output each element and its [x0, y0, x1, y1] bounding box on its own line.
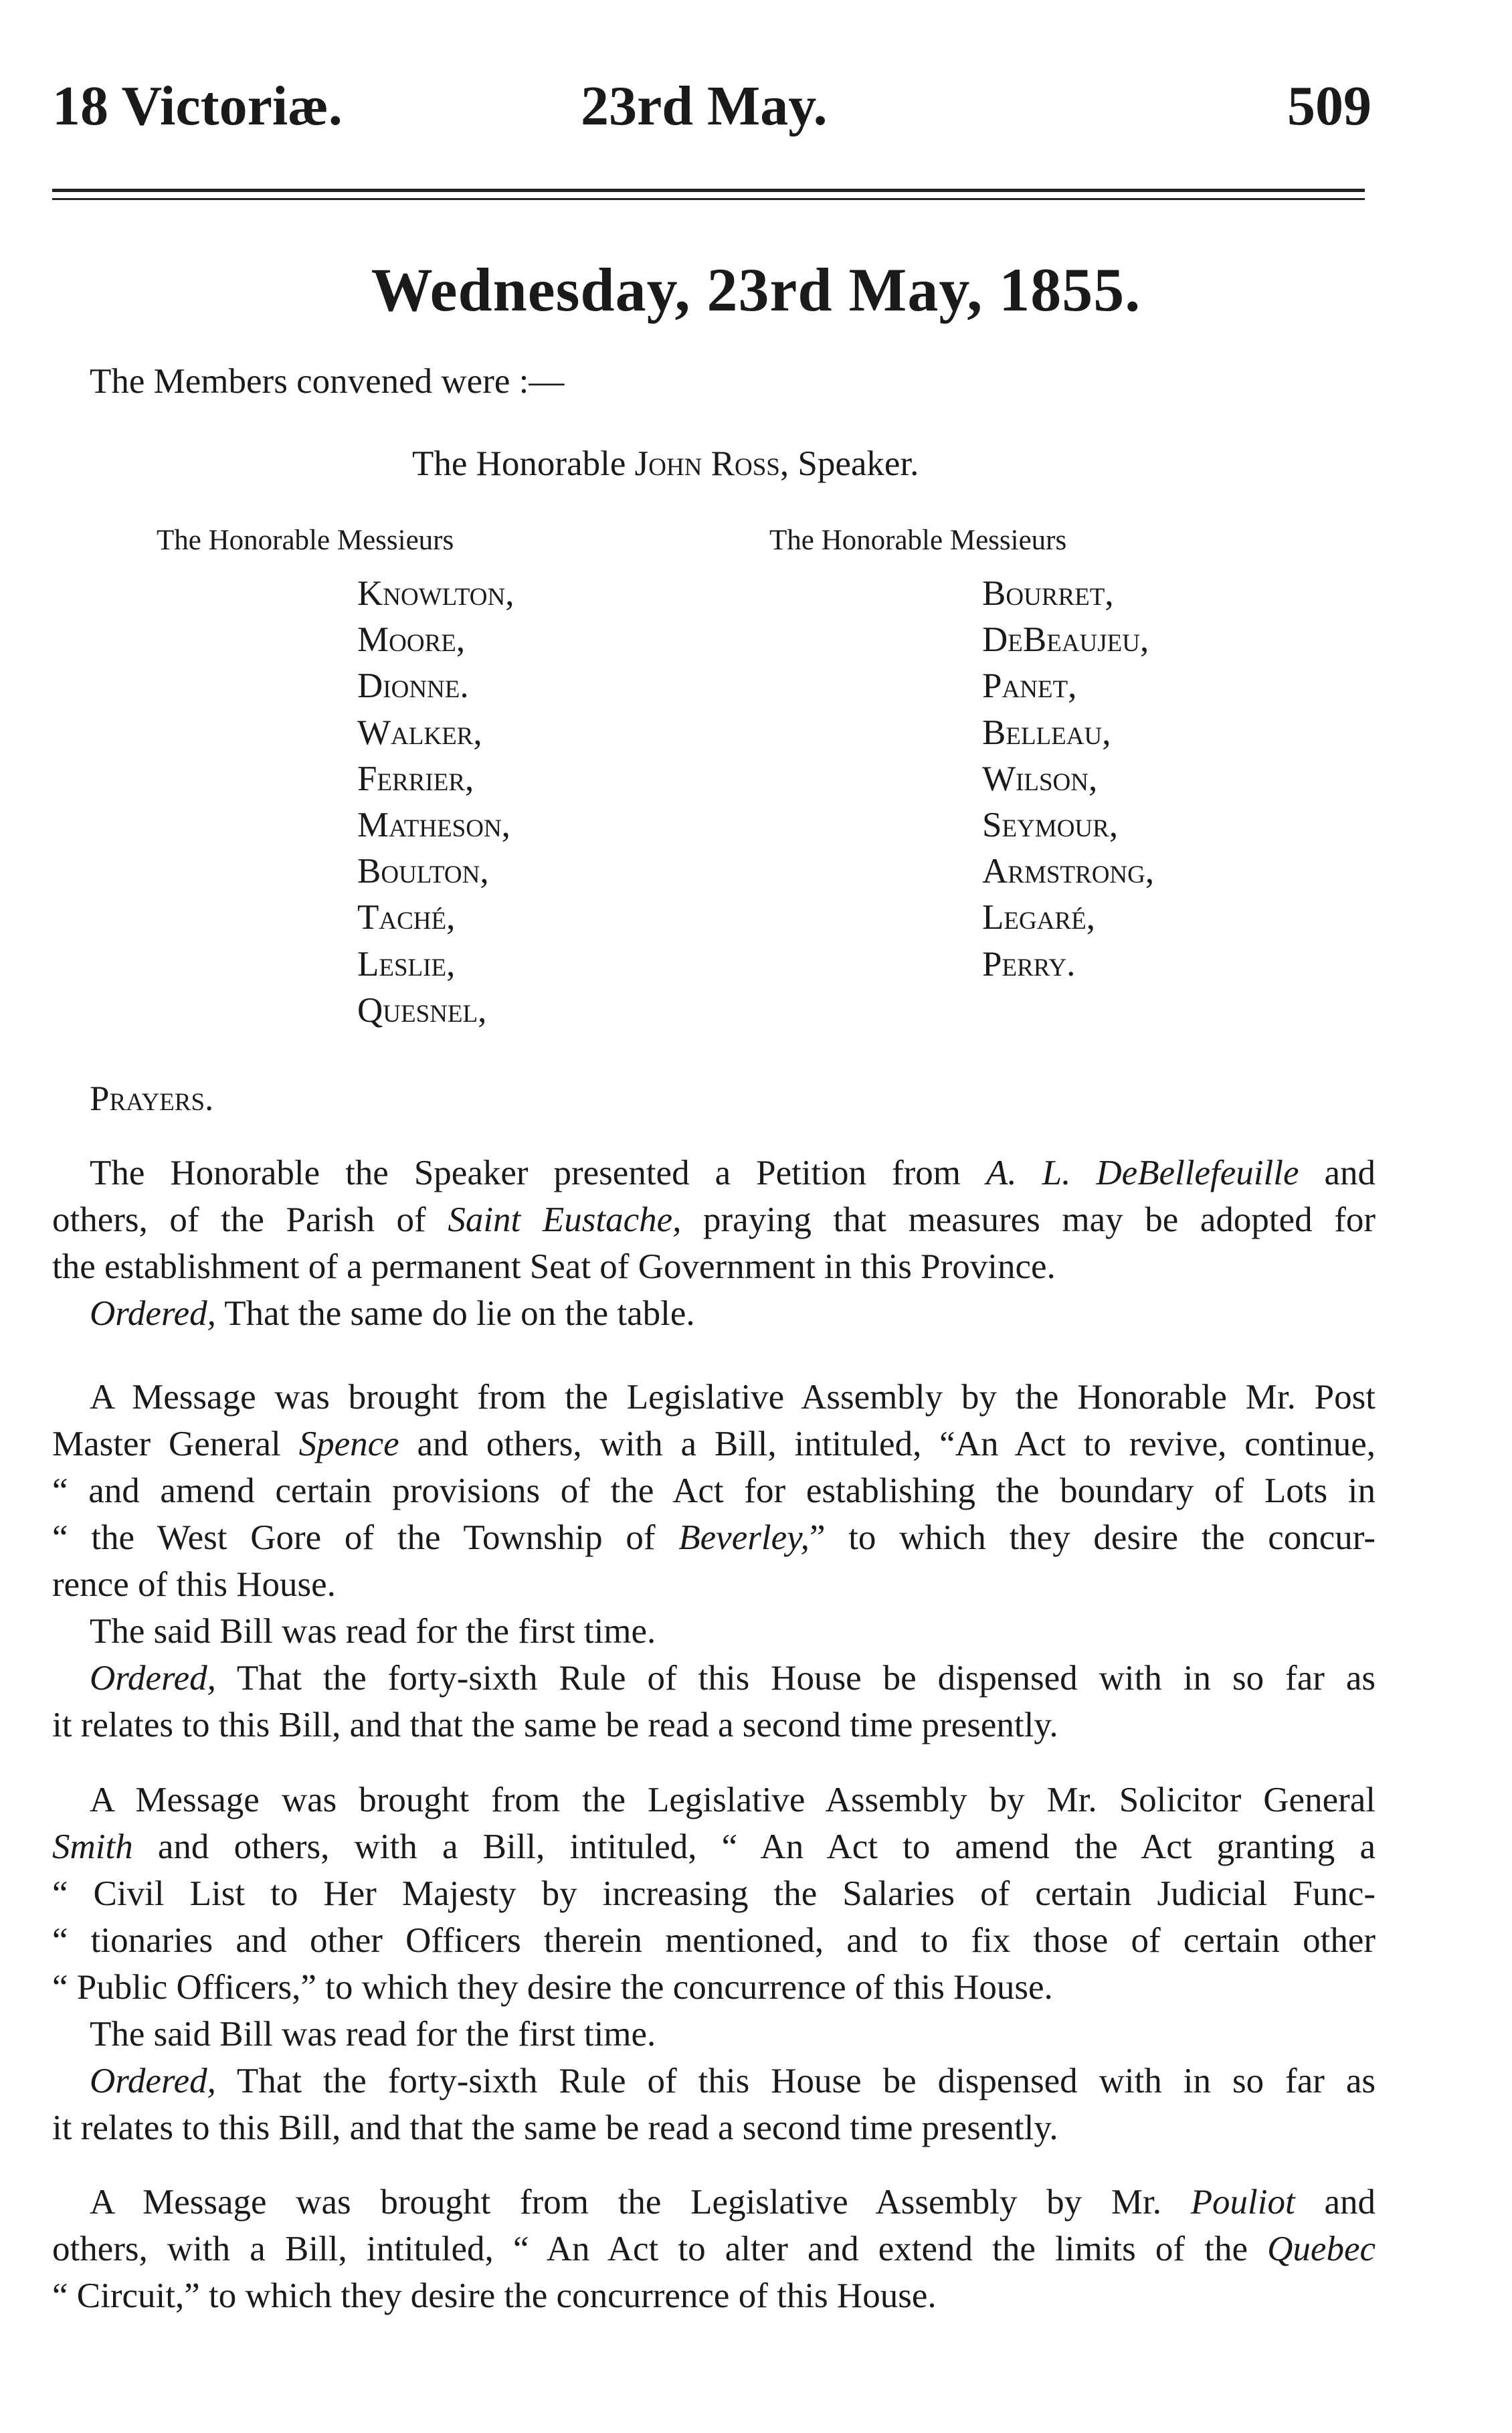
- paragraph-line: Smith and others, with a Bill, intituled, “ An Act to amend the Act granting a: [52, 1827, 1376, 1866]
- member-name: Armstrong,: [982, 852, 1155, 891]
- member-name: Quesnel,: [357, 990, 487, 1030]
- paragraph-line: “ the West Gore of the Township of Beverley,” to which they desire the concur-: [52, 1518, 1376, 1557]
- paragraph-line: it relates to this Bill, and that the same be read a second time presently.: [52, 2108, 1058, 2147]
- paragraph-line: A Message was brought from the Legislative Assembly by Mr. Solicitor General: [90, 1781, 1376, 1819]
- paragraph-line: Ordered, That the same do lie on the table.: [90, 1294, 695, 1333]
- member-name: DeBeaujeu,: [982, 620, 1149, 660]
- paragraph-line: rence of this House.: [52, 1565, 336, 1604]
- paragraph-line: A Message was brought from the Legislative Assembly by the Honorable Mr. Post: [90, 1378, 1376, 1417]
- header-rule-thin: [52, 198, 1365, 200]
- speaker-first-name: John: [634, 444, 702, 483]
- member-name: Leslie,: [357, 944, 456, 984]
- right-column-heading: The Honorable Messieurs: [769, 525, 1067, 556]
- paragraph-line: others, of the Parish of Saint Eustache, praying that measures may be adopted for: [52, 1200, 1376, 1239]
- paragraph-line: “ Civil List to Her Majesty by increasing the Salaries of certain Judicial Func-: [52, 1874, 1376, 1913]
- speaker-title: Speaker.: [797, 444, 919, 483]
- member-name: Legaré,: [982, 898, 1095, 937]
- paragraph-line: A Message was brought from the Legislative Assembly by Mr. Pouliot and: [90, 2183, 1376, 2222]
- member-name: Belleau,: [982, 713, 1111, 752]
- paragraph-line: it relates to this Bill, and that the same be read a second time presently.: [52, 1706, 1058, 1744]
- member-name: Perry.: [982, 944, 1076, 984]
- member-name: Seymour,: [982, 806, 1119, 845]
- left-column-heading: The Honorable Messieurs: [157, 525, 454, 556]
- member-name: Moore,: [357, 620, 466, 660]
- member-name: Bourret,: [982, 574, 1114, 613]
- page-number: 509: [1287, 75, 1372, 137]
- prayers-heading: Prayers.: [90, 1079, 214, 1118]
- message-paragraph-pouliot: [52, 2179, 1376, 2319]
- members-right-list: [982, 571, 1154, 988]
- message-paragraph-spence: [52, 1374, 1376, 1748]
- member-name: Ferrier,: [357, 759, 474, 798]
- paragraph-line: The said Bill was read for the first time.: [90, 2015, 656, 2054]
- paragraph-line: “ and amend certain provisions of the Act for establishing the boundary of Lots in: [52, 1471, 1376, 1510]
- paragraph-line: “ Circuit,” to which they desire the concurrence of this House.: [52, 2276, 937, 2315]
- session-date-title: Wednesday, 23rd May, 1855.: [371, 256, 1141, 324]
- petition-paragraph: [52, 1150, 1376, 1337]
- member-name: Matheson,: [357, 806, 510, 845]
- speaker-line: [412, 440, 919, 487]
- header-rule-thick: [52, 189, 1365, 192]
- paragraph-line: Ordered, That the forty-sixth Rule of this House be dispensed with in so far as: [90, 2062, 1376, 2100]
- paragraph-line: others, with a Bill, intituled, “ An Act to alter and extend the limits of the Quebec: [52, 2230, 1376, 2268]
- paragraph-line: The Honorable the Speaker presented a Petition from A. L. DeBellefeuille and: [90, 1154, 1376, 1192]
- speaker-last-name: Ross,: [711, 444, 789, 483]
- member-name: Taché,: [357, 898, 456, 937]
- member-name: Walker,: [357, 713, 482, 752]
- member-name: Wilson,: [982, 759, 1098, 798]
- paragraph-line: “ tionaries and other Officers therein mentioned, and to fix those of certain other: [52, 1921, 1376, 1960]
- paragraph-line: the establishment of a permanent Seat of Government in this Province.: [52, 1247, 1056, 1286]
- regnal-year: 18 Victoriæ.: [52, 75, 343, 137]
- members-left-list: [357, 571, 514, 1034]
- member-name: Panet,: [982, 666, 1077, 706]
- member-name: Knowlton,: [357, 574, 514, 613]
- member-name: Boulton,: [357, 852, 489, 891]
- member-name: Dionne.: [357, 666, 469, 706]
- speaker-prefix: The Honorable: [412, 444, 626, 483]
- message-paragraph-smith: [52, 1777, 1376, 2151]
- running-header: [52, 74, 1372, 147]
- paragraph-line: Master General Spence and others, with a Bill, intituled, “An Act to revive, continue,: [52, 1425, 1376, 1463]
- paragraph-line: Ordered, That the forty-sixth Rule of this House be dispensed with in so far as: [90, 1659, 1376, 1698]
- paragraph-line: “ Public Officers,” to which they desire the concurrence of this House.: [52, 1968, 1053, 2007]
- members-convened-line: The Members convened were :—: [90, 362, 565, 401]
- paragraph-line: The said Bill was read for the first time.: [90, 1612, 656, 1651]
- header-date: 23rd May.: [581, 75, 828, 137]
